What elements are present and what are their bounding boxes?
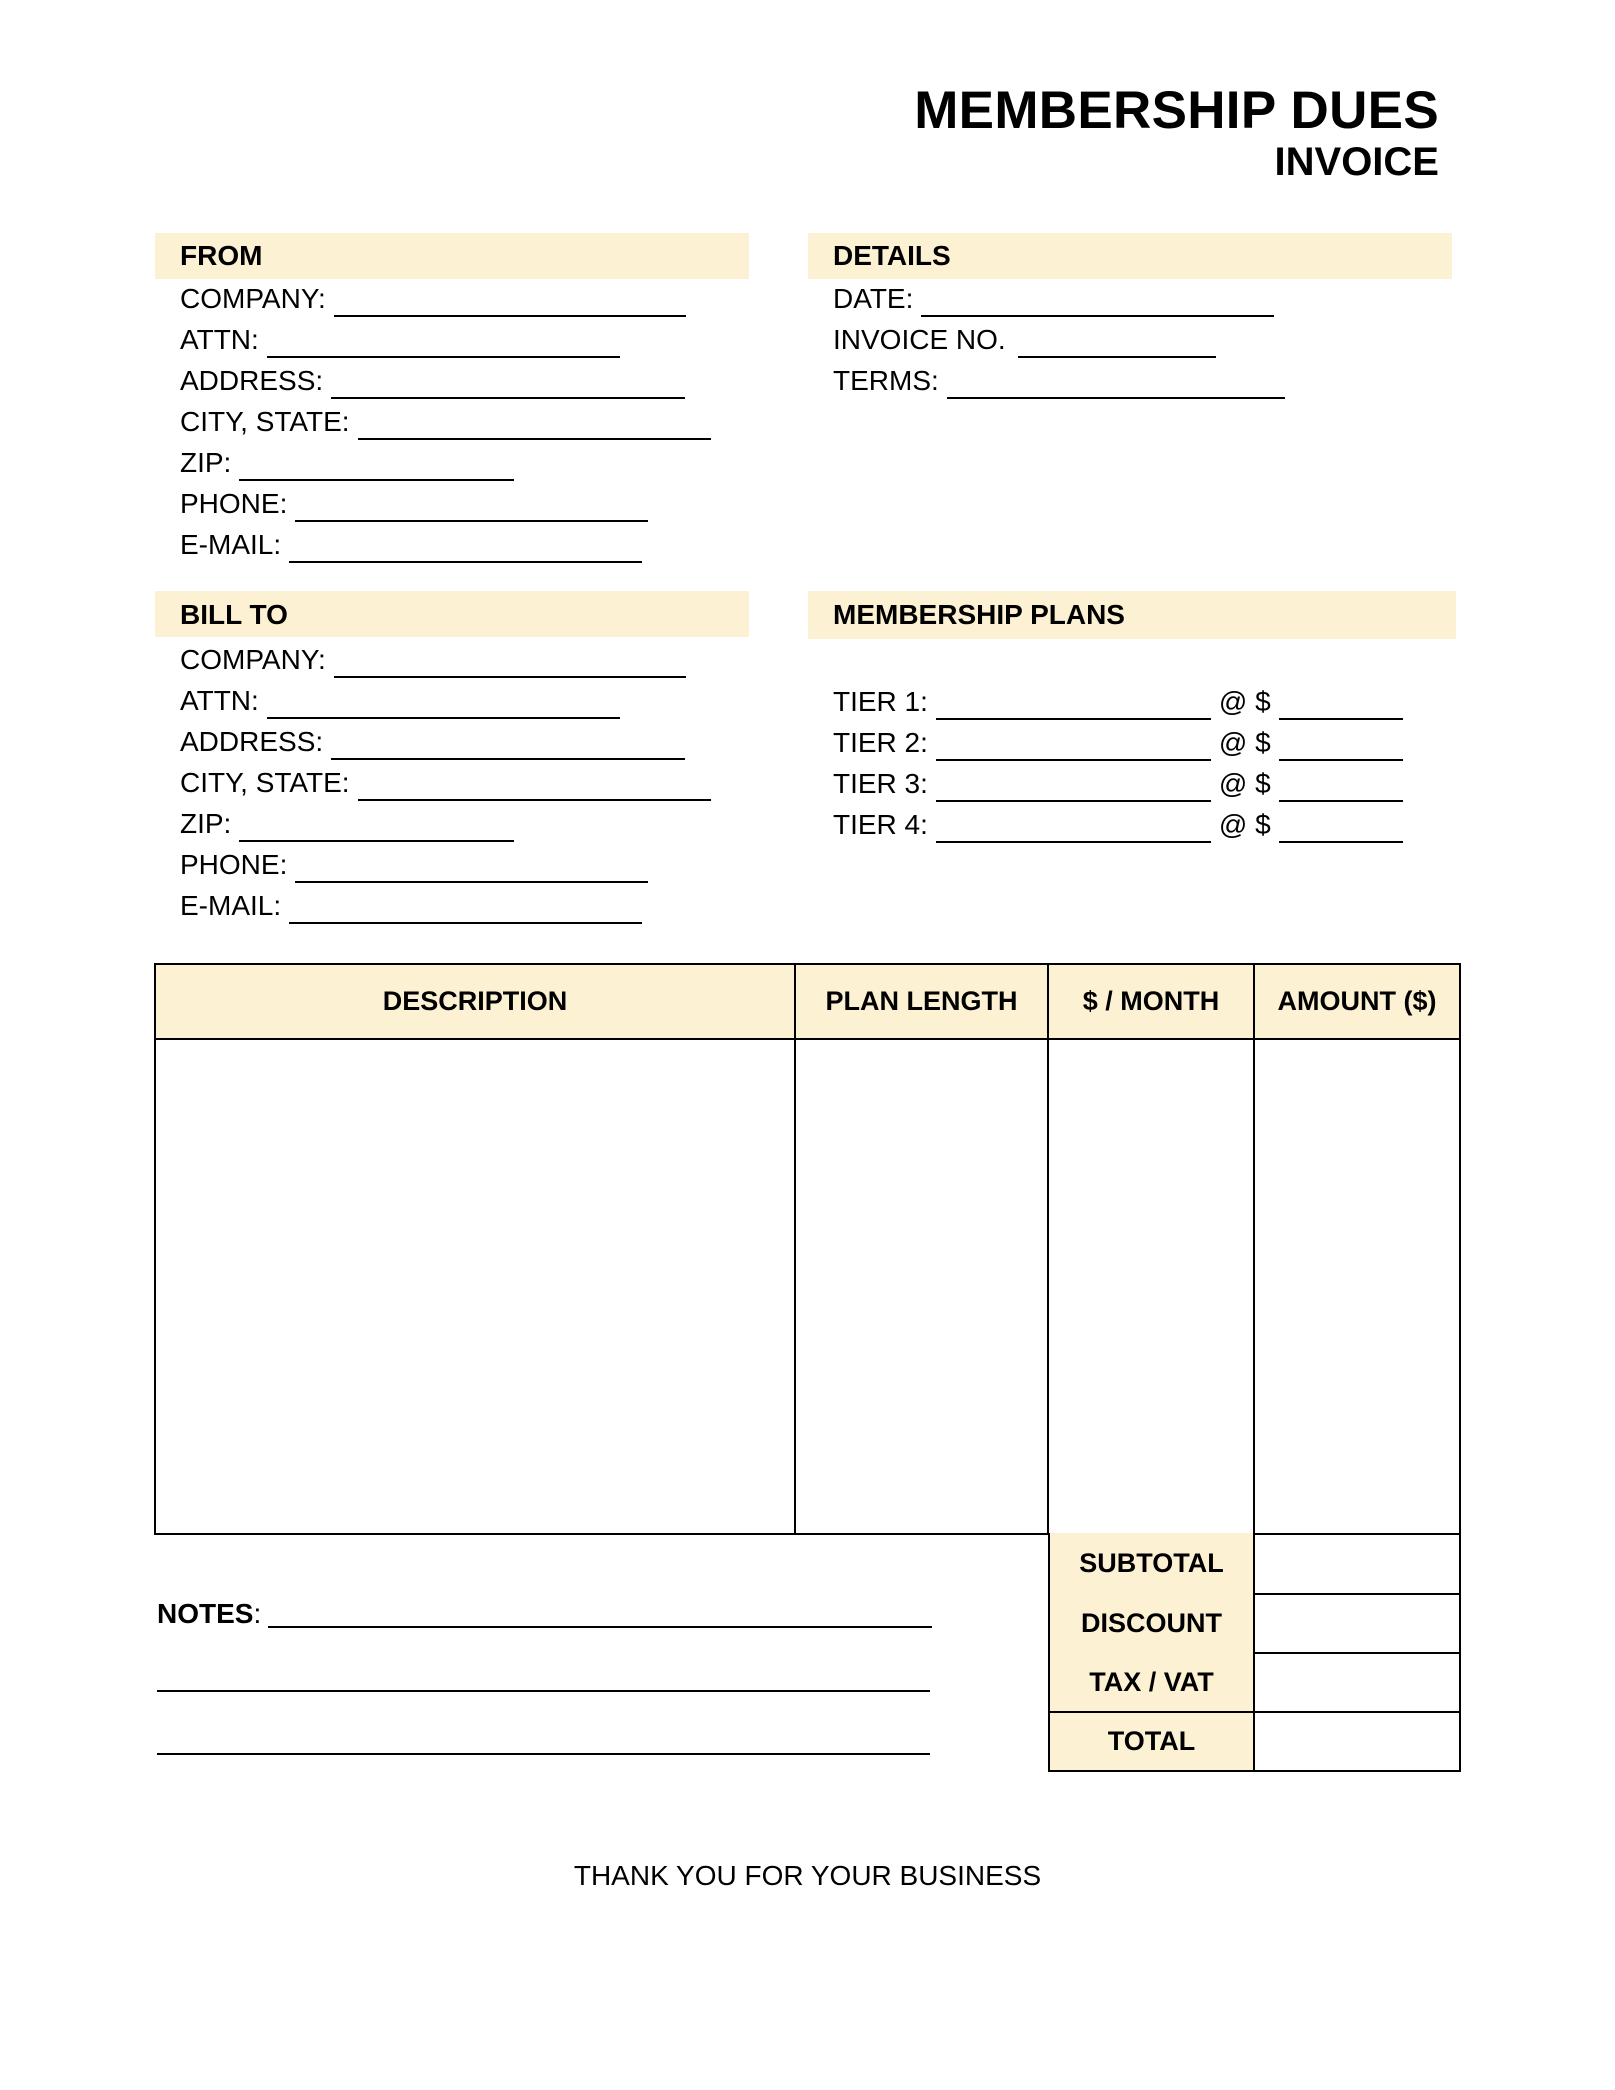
from-attn-line[interactable] — [267, 328, 620, 358]
subtotal-label: SUBTOTAL — [1049, 1533, 1254, 1594]
from-attn-field[interactable] — [180, 322, 711, 358]
column-header-description: DESCRIPTION — [155, 964, 795, 1039]
bill-to-address-field[interactable] — [180, 724, 711, 760]
bill-to-heading: BILL TO — [180, 599, 288, 630]
field-label: PHONE: — [180, 488, 288, 519]
field-label: PHONE: — [180, 849, 288, 880]
field-label: ADDRESS: — [180, 726, 324, 757]
from-city-state-field[interactable] — [180, 404, 711, 440]
column-header-per-month: $ / MONTH — [1048, 964, 1254, 1039]
field-label: ZIP: — [180, 808, 232, 839]
bill-to-attn-line[interactable] — [267, 689, 620, 719]
tier-label: TIER 3: — [833, 768, 928, 799]
from-zip-field[interactable] — [180, 445, 711, 481]
bill-to-zip-line[interactable] — [239, 812, 514, 842]
field-label: COMPANY: — [180, 644, 326, 675]
field-label: ATTN: — [180, 324, 259, 355]
field-label: CITY, STATE: — [180, 767, 350, 798]
column-header-plan-length: PLAN LENGTH — [795, 964, 1048, 1039]
line-items-table — [154, 963, 1461, 1535]
total-value[interactable] — [1254, 1712, 1460, 1771]
bill-to-email-line[interactable] — [289, 894, 642, 924]
bill-to-attn-field[interactable] — [180, 683, 711, 719]
bill-to-phone-line[interactable] — [295, 853, 648, 883]
tier-label: TIER 2: — [833, 727, 928, 758]
tier-2-row[interactable] — [833, 725, 1403, 761]
details-date-line[interactable] — [921, 287, 1274, 317]
tier-1-price-line[interactable] — [1279, 690, 1403, 720]
tier-4-row[interactable] — [833, 807, 1403, 843]
per-month-cell[interactable] — [1048, 1039, 1254, 1534]
from-address-field[interactable] — [180, 363, 711, 399]
tier-2-name-line[interactable] — [936, 731, 1211, 761]
field-label: TERMS: — [833, 365, 939, 396]
from-phone-field[interactable] — [180, 486, 711, 522]
from-zip-line[interactable] — [239, 451, 514, 481]
field-label: ADDRESS: — [180, 365, 324, 396]
notes-colon: : — [253, 1598, 262, 1629]
bill-to-city-state-field[interactable] — [180, 765, 711, 801]
details-invoice-no-field[interactable] — [833, 322, 1285, 358]
tier-label: TIER 4: — [833, 809, 928, 840]
bill-to-company-field[interactable] — [180, 642, 711, 678]
from-fields — [180, 281, 711, 563]
field-label: E-MAIL: — [180, 890, 282, 921]
invoice-subtitle: INVOICE — [1274, 140, 1439, 184]
tier-2-price-line[interactable] — [1279, 731, 1403, 761]
details-header-band — [808, 233, 1452, 279]
price-prefix: @ $ — [1218, 768, 1271, 799]
tier-4-name-line[interactable] — [936, 813, 1211, 843]
from-address-line[interactable] — [331, 369, 685, 399]
tax-row — [1049, 1653, 1460, 1712]
notes-line-2[interactable] — [157, 1690, 930, 1692]
notes-label: NOTES — [157, 1598, 254, 1629]
from-phone-line[interactable] — [295, 492, 648, 522]
from-header-band — [155, 233, 749, 279]
table-header-row — [155, 964, 1460, 1039]
bill-to-company-line[interactable] — [334, 648, 686, 678]
details-terms-line[interactable] — [947, 369, 1285, 399]
notes-label-group — [157, 1598, 261, 1630]
discount-row — [1049, 1594, 1460, 1653]
amount-cell[interactable] — [1254, 1039, 1460, 1534]
notes-line-1[interactable] — [268, 1626, 932, 1628]
field-label: INVOICE NO. — [833, 324, 1006, 355]
plans-tiers — [833, 684, 1403, 843]
subtotal-value[interactable] — [1254, 1533, 1460, 1594]
tax-label: TAX / VAT — [1049, 1653, 1254, 1712]
from-email-line[interactable] — [289, 533, 642, 563]
from-city-state-line[interactable] — [358, 410, 711, 440]
plans-heading: MEMBERSHIP PLANS — [833, 599, 1125, 630]
bill-to-address-line[interactable] — [331, 730, 685, 760]
bill-to-city-state-line[interactable] — [358, 771, 711, 801]
total-label: TOTAL — [1049, 1712, 1254, 1771]
bill-to-phone-field[interactable] — [180, 847, 711, 883]
plans-header-band — [808, 591, 1456, 639]
details-terms-field[interactable] — [833, 363, 1285, 399]
total-row — [1049, 1712, 1460, 1771]
tier-4-price-line[interactable] — [1279, 813, 1403, 843]
details-heading: DETAILS — [833, 240, 951, 271]
tier-3-row[interactable] — [833, 766, 1403, 802]
field-label: COMPANY: — [180, 283, 326, 314]
tier-1-row[interactable] — [833, 684, 1403, 720]
field-label: DATE: — [833, 283, 914, 314]
from-company-field[interactable] — [180, 281, 711, 317]
totals-table — [1048, 1533, 1461, 1772]
tier-label: TIER 1: — [833, 686, 928, 717]
price-prefix: @ $ — [1218, 809, 1271, 840]
footer-thank-you: THANK YOU FOR YOUR BUSINESS — [573, 1860, 1042, 1891]
field-label: ATTN: — [180, 685, 259, 716]
bill-to-header-band — [155, 591, 749, 637]
field-label: CITY, STATE: — [180, 406, 350, 437]
column-header-amount: AMOUNT ($) — [1254, 964, 1460, 1039]
details-fields — [833, 281, 1285, 399]
details-invoice-no-line[interactable] — [1018, 328, 1216, 358]
tier-1-name-line[interactable] — [936, 690, 1211, 720]
invoice-title: MEMBERSHIP DUES — [914, 81, 1439, 140]
tier-3-name-line[interactable] — [936, 772, 1211, 802]
bill-to-fields — [180, 642, 711, 924]
plan-length-cell[interactable] — [795, 1039, 1048, 1534]
notes-line-3[interactable] — [157, 1753, 930, 1755]
price-prefix: @ $ — [1218, 727, 1271, 758]
table-row — [155, 1039, 1460, 1534]
discount-label: DISCOUNT — [1049, 1594, 1254, 1653]
subtotal-row — [1049, 1533, 1460, 1594]
price-prefix: @ $ — [1218, 686, 1271, 717]
from-heading: FROM — [180, 240, 263, 271]
field-label: E-MAIL: — [180, 529, 282, 560]
from-email-field[interactable] — [180, 527, 711, 563]
from-company-line[interactable] — [334, 287, 686, 317]
tax-value[interactable] — [1254, 1653, 1460, 1712]
bill-to-email-field[interactable] — [180, 888, 711, 924]
discount-value[interactable] — [1254, 1594, 1460, 1653]
field-label: ZIP: — [180, 447, 232, 478]
description-cell[interactable] — [155, 1039, 795, 1534]
tier-3-price-line[interactable] — [1279, 772, 1403, 802]
details-date-field[interactable] — [833, 281, 1285, 317]
bill-to-zip-field[interactable] — [180, 806, 711, 842]
